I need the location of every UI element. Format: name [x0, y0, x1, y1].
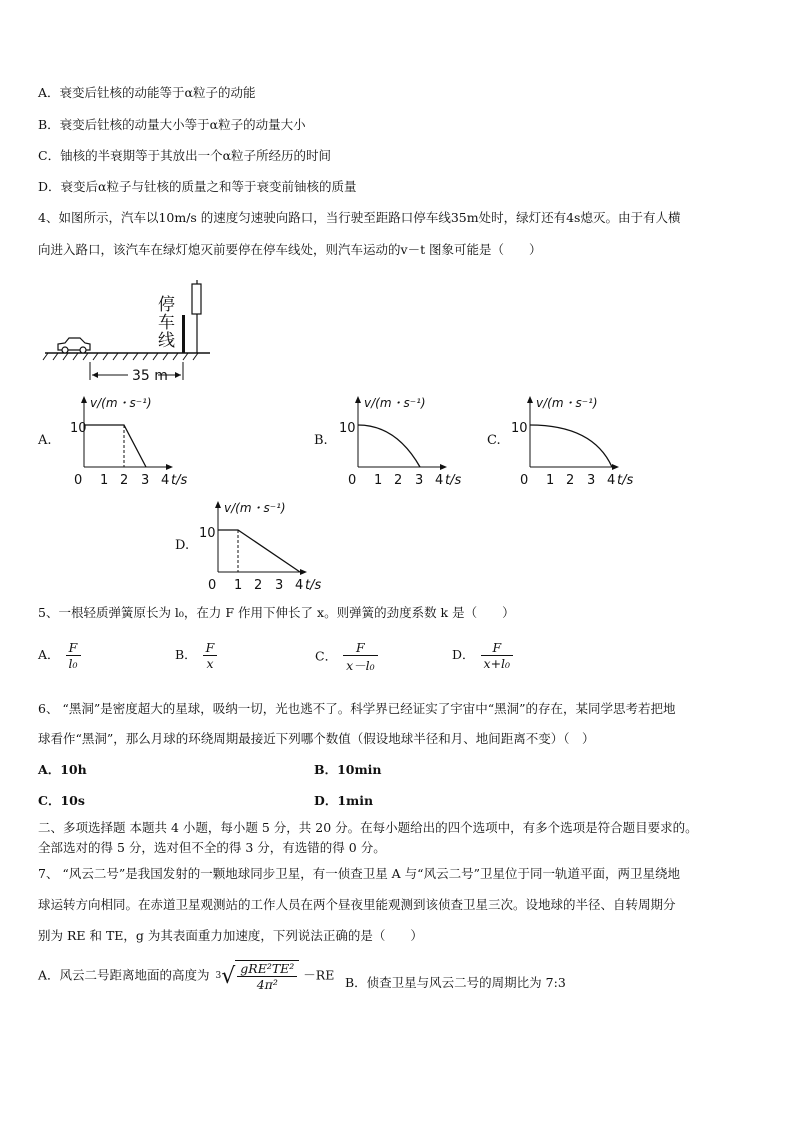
svg-text:t/s: t/s [445, 473, 462, 488]
traffic-light-icon [192, 284, 201, 314]
q4-scene-figure [40, 270, 220, 390]
sign-char-2: 车 [158, 313, 175, 333]
svg-text:10: 10 [199, 526, 216, 541]
svg-text:0: 0 [520, 473, 529, 488]
svg-text:10: 10 [511, 421, 528, 436]
q4-option-b-label: B. [314, 433, 328, 448]
q3-option-d: D．衰变后α粒子与钍核的质量之和等于衰变前铀核的质量 [38, 179, 357, 194]
svg-text:v/(m・s⁻¹): v/(m・s⁻¹) [364, 396, 426, 410]
svg-text:10: 10 [70, 421, 87, 436]
q6-option-a: A．10h [38, 762, 87, 777]
section2-line2: 全部选对的得 5 分，选对但不全的得 3 分，有选错的得 0 分。 [38, 840, 386, 855]
svg-text:4: 4 [161, 473, 170, 488]
q3-option-a: A．衰变后钍核的动能等于α粒子的动能 [38, 85, 256, 100]
q4-stem-line2: 向进入路口，该汽车在绿灯熄灭前要停在停车线处，则汽车运动的v－t 图象可能是（ ） [38, 242, 542, 257]
q7-option-b: B．侦查卫星与风云二号的周期比为 7:3 [345, 975, 566, 990]
q4-option-d-label: D. [175, 538, 190, 553]
svg-text:2: 2 [394, 473, 403, 488]
q4-graph-a [62, 392, 212, 492]
svg-text:t/s: t/s [305, 578, 322, 593]
sign-char-3: 线 [158, 331, 175, 351]
q5-option-b: B． $\frac{F}{x}$ [175, 640, 219, 671]
svg-text:4: 4 [435, 473, 444, 488]
svg-text:0: 0 [348, 473, 357, 488]
sign-char-1: 停 [158, 295, 175, 315]
svg-text:2: 2 [120, 473, 129, 488]
q6-option-b: B．10min [314, 762, 382, 777]
svg-text:t/s: t/s [171, 473, 188, 488]
svg-text:v/(m・s⁻¹): v/(m・s⁻¹) [536, 396, 598, 410]
q6-option-c: C．10s [38, 793, 85, 808]
section2-line1: 二、多项选择题 本题共 4 小题，每小题 5 分，共 20 分。在每小题给出的四个选项中，有多个选项是符合题目要求的。 [38, 820, 698, 835]
distance-label: 35 m [132, 368, 168, 384]
q7-stem-line1: 7、 “风云二号”是我国发射的一颗地球同步卫星，有一侦查卫星 A 与“风云二号”卫星位于同一轨道平面，两卫星绕地 [38, 866, 680, 881]
q7-stem-line3: 别为 RE 和 TE，g 为其表面重力加速度，下列说法正确的是（ ） [38, 928, 423, 943]
q7-option-a: A．风云二号距离地面的高度为 3√ $\frac{\text{gRE²TE²}}{\text{4π²}}$ －RE [38, 961, 335, 992]
q5-option-c: C． $\frac{F}{\text{x－l₀}}$ [315, 640, 380, 674]
svg-text:4: 4 [607, 473, 616, 488]
q5-option-a: A． $\frac{F}{\text{l₀}}$ [38, 640, 83, 671]
q4-graph-c [508, 392, 658, 492]
q4-option-c-label: C. [487, 433, 501, 448]
q4-graph-d [196, 497, 346, 597]
q5-option-d: D． $\frac{F}{\text{x+l₀}}$ [452, 640, 515, 671]
stop-line-post [182, 315, 185, 353]
q5-stem: 5、一根轻质弹簧原长为 l₀，在力 F 作用下伸长了 x。则弹簧的劲度系数 k 是（ ） [38, 605, 515, 620]
q4-graph-b [336, 392, 486, 492]
svg-text:t/s: t/s [617, 473, 634, 488]
q4-stem-line1: 4、如图所示，汽车以10m/s 的速度匀速驶向路口，当行驶至距路口停车线35m处时，绿灯还有4s熄灭。由于有人横 [38, 210, 681, 225]
car-icon [58, 338, 90, 353]
svg-text:10: 10 [339, 421, 356, 436]
svg-text:1: 1 [100, 473, 109, 488]
svg-text:v/(m・s⁻¹): v/(m・s⁻¹) [224, 501, 286, 515]
q3-option-c: C．铀核的半衰期等于其放出一个α粒子所经历的时间 [38, 148, 332, 163]
svg-text:1: 1 [546, 473, 555, 488]
svg-text:2: 2 [566, 473, 575, 488]
q4-option-a-label: A. [38, 433, 52, 448]
svg-text:0: 0 [74, 473, 83, 488]
svg-text:3: 3 [141, 473, 150, 488]
svg-text:4: 4 [295, 578, 304, 593]
q7-stem-line2: 球运转方向相同。在赤道卫星观测站的工作人员在两个昼夜里能观测到该侦查卫星三次。设地球的半径、自转周期分 [38, 897, 676, 912]
svg-text:3: 3 [587, 473, 596, 488]
svg-text:1: 1 [234, 578, 243, 593]
svg-text:3: 3 [415, 473, 424, 488]
svg-text:0: 0 [208, 578, 217, 593]
q6-stem-line2: 球看作“黑洞”，那么月球的环绕周期最接近下列哪个数值（假设地球半径和月、地间距离不变）（ ） [38, 731, 595, 746]
svg-text:3: 3 [275, 578, 284, 593]
q6-stem-line1: 6、 “黑洞”是密度超大的星球，吸纳一切，光也逃不了。科学界已经证实了宇宙中“黑洞”的存在，某同学思考若把地 [38, 701, 676, 716]
svg-text:2: 2 [254, 578, 263, 593]
svg-text:1: 1 [374, 473, 383, 488]
q3-option-b: B．衰变后钍核的动量大小等于α粒子的动量大小 [38, 117, 306, 132]
q6-option-d: D．1min [314, 793, 374, 808]
svg-text:v/(m・s⁻¹): v/(m・s⁻¹) [90, 396, 152, 410]
